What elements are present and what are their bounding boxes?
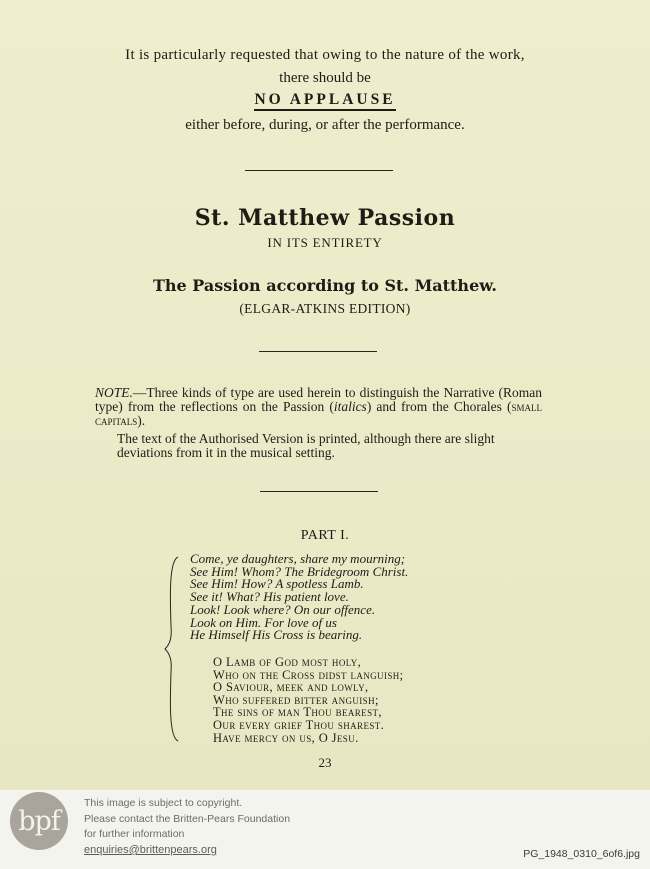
work-title: St. Matthew Passion [194,205,456,231]
file-id: PG_1948_0310_6of6.jpg [523,848,640,860]
chorale-line: Who on the Cross didst languish; [213,667,404,682]
copyright-line: Please contact the Britten-Pears Foundation [84,812,291,825]
notice-line-1: It is particularly requested that owing to the nature of the work, [125,47,525,63]
verse-line: See Him! How? A spotless Lamb. [190,576,364,592]
divider-rule [260,491,378,492]
bpf-logo: bpf [10,792,68,850]
copyright-line: This image is subject to copyright. [84,797,243,809]
chorale-block [213,656,404,744]
work-edition: (ELGAR-ATKINS EDITION) [239,301,411,316]
work-entirety: IN ITS ENTIRETY [267,235,383,250]
notice-line-4: either before, during, or after the performance. [185,117,465,133]
chorale-line: Have mercy on us, O Jesu. [213,730,359,745]
chorale-line: O Saviour, meek and lowly, [213,680,369,695]
chorale-line: O Lamb of God most holy, [213,655,362,669]
note-paragraph: NOTE.—Three kinds of type are used herein to distinguish the Narrative (Roman type) from the reflections on the Passion (italics) and from the Chorales (small capitals). [95,385,542,428]
work-subtitle: The Passion according to St. Matthew. [153,276,497,295]
verse-line: Come, ye daughters, share my mourning; [190,551,406,566]
notice-line-2: there should be [279,70,371,86]
page-number: 23 [318,755,332,770]
note-paragraph-2: The text of the Authorised Version is printed, although there are slight deviations from it in the musical setting. [117,431,495,460]
chorale-line: Our every grief Thou sharest. [213,717,385,732]
verse-line: See it! What? His patient love. [190,589,349,605]
copyright-footer [0,790,650,869]
part-heading: PART I. [300,528,350,543]
chorale-line: Who suffered bitter anguish; [213,692,379,707]
divider-rule [259,351,377,352]
copyright-line: for further information [84,828,185,840]
verse-block [190,553,408,642]
copyright-notice [84,796,290,843]
verse-line: Look! Look where? On our offence. [190,601,376,617]
no-applause-heading: NO APPLAUSE [0,91,650,109]
contact-email-link[interactable]: enquiries@brittenpears.org [84,844,217,856]
divider-rule [245,170,393,171]
chorale-line: The sins of man Thou bearest, [213,705,382,720]
verse-line: Look on Him. For love of us [190,614,337,630]
verse-line: He Himself His Cross is bearing. [190,627,363,643]
verse-line: See Him! Whom? The Bridegroom Christ. [190,563,409,579]
verse-brace [164,556,180,742]
